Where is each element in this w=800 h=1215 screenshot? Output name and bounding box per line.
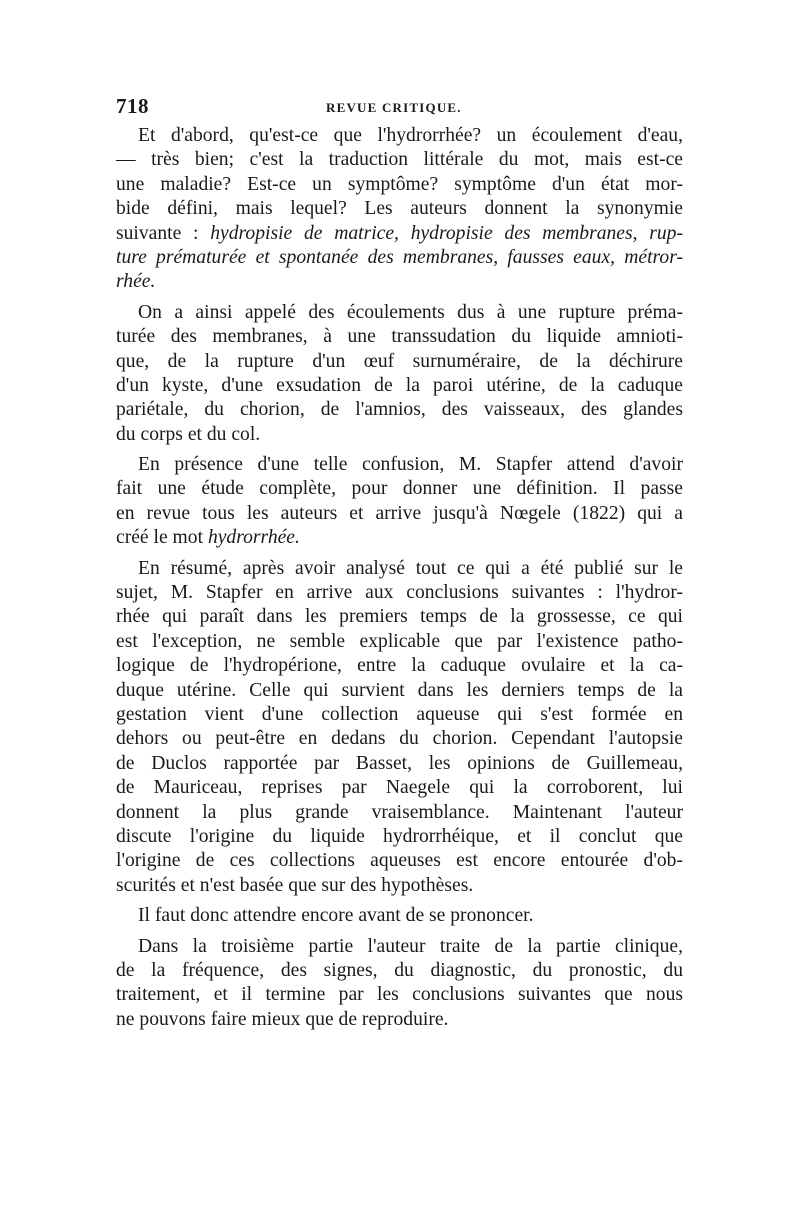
text-line: Et d'abord, qu'est-ce que l'hydrorrhée? un écoulement d'eau,	[138, 125, 683, 146]
page-header	[116, 94, 683, 124]
text-line: ne pouvons faire mieux que de reproduire.	[116, 1008, 449, 1030]
text-line: de Duclos rapportée par Basset, les opinions de Guillemeau,	[116, 752, 683, 774]
book-page	[116, 94, 683, 1032]
text-line: turée des membranes, à une transsudation du liquide amnioti-	[116, 326, 683, 348]
text-line: de Mauriceau, reprises par Naegele qui la corroborent, lui	[116, 777, 683, 799]
text-line: scurités et n'est basée que sur des hypothèses.	[116, 874, 474, 896]
text-line: bide défini, mais lequel? Les auteurs donnent la synonymie	[116, 198, 683, 220]
text-line: traitement, et il termine par les conclusions suivantes que nous	[116, 984, 683, 1006]
text-line: sujet, M. Stapfer en arrive aux conclusions suivantes : l'hydror-	[116, 582, 683, 604]
italic-term: hydrorrhée.	[207, 527, 300, 549]
text-line	[116, 526, 683, 550]
text-line: donnent la plus grande vraisemblance. Maintenant l'auteur	[116, 801, 683, 823]
text-line: gestation vient d'une collection aqueuse qui s'est formée en	[116, 703, 683, 725]
paragraph-6	[116, 935, 683, 1033]
text-line: — très bien; c'est la traduction littérale du mot, mais est-ce	[116, 149, 683, 171]
text-line: En résumé, après avoir analysé tout ce qui a été publié sur le	[138, 557, 683, 579]
text-line: une maladie? Est-ce un symptôme? symptôme d'un état mor-	[116, 173, 683, 195]
text-line: On a ainsi appelé des écoulements dus à une rupture préma-	[138, 301, 683, 323]
text-line: pariétale, du chorion, de l'amnios, des vaisseaux, des glandes	[116, 399, 683, 421]
text-line: que, de la rupture d'un œuf surnuméraire, de la déchirure	[116, 350, 683, 372]
text-line: Il faut donc attendre encore avant de se prononcer.	[138, 905, 534, 927]
text-line: de la fréquence, des signes, du diagnostic, du pronostic, du	[116, 959, 683, 981]
text-line: dehors ou peut-être en dedans du chorion. Cependant l'autopsie	[116, 728, 683, 750]
paragraph-4	[116, 557, 683, 898]
text-line: fait une étude complète, pour donner une définition. Il passe	[116, 478, 683, 500]
text-line: l'origine de ces collections aqueuses est encore entourée d'ob-	[116, 850, 683, 872]
text-line: en revue tous les auteurs et arrive jusqu'à Nœgele (1822) qui a	[116, 502, 683, 524]
text-line: est l'exception, ne semble explicable que par l'existence patho-	[116, 630, 683, 652]
text-line: rhée qui paraît dans les premiers temps de la grossesse, ce qui	[116, 606, 683, 628]
page-number: 718	[116, 94, 149, 118]
paragraph-5	[116, 904, 683, 928]
text-fragment: créé le mot	[116, 527, 208, 549]
italic-synonyms: rhée.	[116, 271, 156, 293]
text-line: duque utérine. Celle qui survient dans les derniers temps de la	[116, 679, 683, 701]
paragraph-2	[116, 301, 683, 447]
text-line: discute l'origine du liquide hydrorrhéique, et il conclut que	[116, 825, 683, 847]
paragraph-3	[116, 453, 683, 551]
italic-synonyms: ture prématurée et spontanée des membranes, fausses eaux, métror-	[116, 246, 683, 268]
text-line: logique de l'hydropérione, entre la caduque ovulaire et la ca-	[116, 655, 683, 677]
text-line: du corps et du col.	[116, 423, 261, 445]
running-title: REVUE CRITIQUE.	[326, 100, 462, 115]
paragraph-1	[116, 124, 683, 295]
italic-synonyms: hydropisie de matrice, hydropisie des membranes, rup-	[210, 222, 683, 244]
text-line: d'un kyste, d'une exsudation de la paroi utérine, de la caduque	[116, 374, 683, 396]
text-fragment: suivante :	[116, 222, 211, 244]
text-line: Dans la troisième partie l'auteur traite de la partie clinique,	[138, 935, 683, 957]
text-line: En présence d'une telle confusion, M. Stapfer attend d'avoir	[138, 454, 683, 476]
text-line	[116, 222, 683, 246]
